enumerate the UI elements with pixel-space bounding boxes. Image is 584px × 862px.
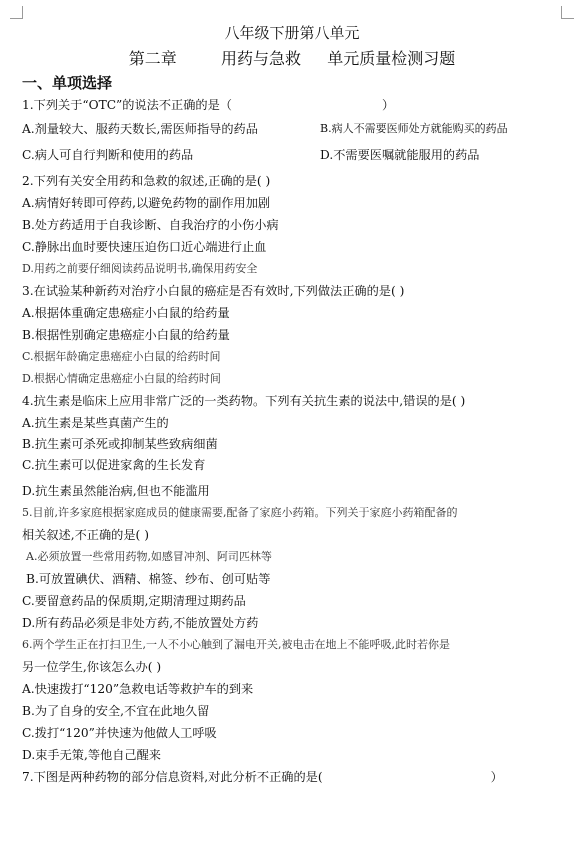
question-1-stem: 1.下列关于“OTC”的说法不正确的是（ ） (22, 98, 395, 112)
question-1-option-a: A.剂量较大、服药天数长,需医师指导的药品 (22, 122, 258, 136)
page-corner-mark-right (561, 6, 574, 19)
question-5-stem-line-1: 5.目前,许多家庭根据家庭成员的健康需要,配备了家庭小药箱。下列关于家庭小药箱配备的 (22, 506, 458, 519)
question-7-stem: 7.下图是两种药物的部分信息资料,对此分析不正确的是( ） (22, 770, 503, 784)
question-2-option-c: C.静脉出血时要快速压迫伤口近心端进行止血 (22, 240, 267, 254)
document-title: 八年级下册第八单元 (224, 24, 360, 42)
question-4-option-a: A.抗生素是某些真菌产生的 (22, 416, 169, 430)
question-3-option-d: D.根据心情确定患癌症小白鼠的给药时间 (22, 372, 221, 385)
question-6-option-b: B.为了自身的安全,不宜在此地久留 (22, 704, 210, 718)
question-4-stem: 4.抗生素是临床上应用非常广泛的一类药物。下列有关抗生素的说法中,错误的是( ) (22, 394, 466, 408)
question-6-stem-line-1: 6.两个学生正在打扫卫生,一人不小心触到了漏电开关,被电击在地上不能呼吸,此时若你是 (22, 638, 450, 651)
section-heading: 一、单项选择 (22, 74, 113, 92)
page-corner-mark-left (10, 6, 23, 19)
question-4-option-c: C.抗生素可以促进家禽的生长发育 (22, 458, 206, 472)
question-3-option-a: A.根据体重确定患癌症小白鼠的给药量 (22, 306, 230, 320)
chapter-topic: 用药与急救 (220, 49, 301, 68)
question-6-option-c: C.拨打“120”并快速为他做人工呼吸 (22, 726, 217, 740)
unit-test-label: 单元质量检测习题 (327, 49, 456, 68)
question-1-option-d: D.不需要医嘱就能服用的药品 (320, 148, 480, 162)
question-5-option-b: B.可放置碘伏、酒精、棉签、纱布、创可贴等 (26, 572, 271, 586)
question-1-options-cd (22, 146, 562, 163)
question-6-stem-line-2: 另一位学生,你该怎么办( ) (22, 660, 162, 674)
question-2-stem: 2.下列有关安全用药和急救的叙述,正确的是( ) (22, 174, 271, 188)
question-5-stem-line-2: 相关叙述,不正确的是( ) (22, 528, 149, 542)
question-3-option-b: B.根据性别确定患癌症小白鼠的给药量 (22, 328, 230, 342)
question-6-option-a: A.快速拨打“120”急救电话等救护车的到来 (22, 682, 254, 696)
question-5-option-d: D.所有药品必须是非处方药,不能放置处方药 (22, 616, 259, 630)
question-3-stem: 3.在试验某种新药对治疗小白鼠的癌症是否有效时,下列做法正确的是( ) (22, 284, 405, 298)
question-2-option-a: A.病情好转即可停药,以避免药物的副作用加剧 (22, 196, 271, 210)
question-2-option-d: D.用药之前要仔细阅读药品说明书,确保用药安全 (22, 262, 258, 275)
question-1-options-ab (22, 120, 562, 137)
question-4-option-b: B.抗生素可杀死或抑制某些致病细菌 (22, 437, 218, 451)
chapter-label: 第二章 (128, 49, 177, 68)
question-1-option-b: B.病人不需要医师处方就能购买的药品 (320, 122, 508, 135)
document-subtitle (0, 46, 584, 69)
question-1-option-c: C.病人可自行判断和使用的药品 (22, 148, 194, 162)
question-5-option-a: A.必须放置一些常用药物,如感冒冲剂、阿司匹林等 (26, 550, 272, 563)
question-3-option-c: C.根据年龄确定患癌症小白鼠的给药时间 (22, 350, 221, 363)
question-6-option-d: D.束手无策,等他自己醒来 (22, 748, 161, 762)
question-2-option-b: B.处方药适用于自我诊断、自我治疗的小伤小病 (22, 218, 279, 232)
question-4-option-d: D.抗生素虽然能治病,但也不能滥用 (22, 484, 210, 498)
question-5-option-c: C.要留意药品的保质期,定期清理过期药品 (22, 594, 246, 608)
